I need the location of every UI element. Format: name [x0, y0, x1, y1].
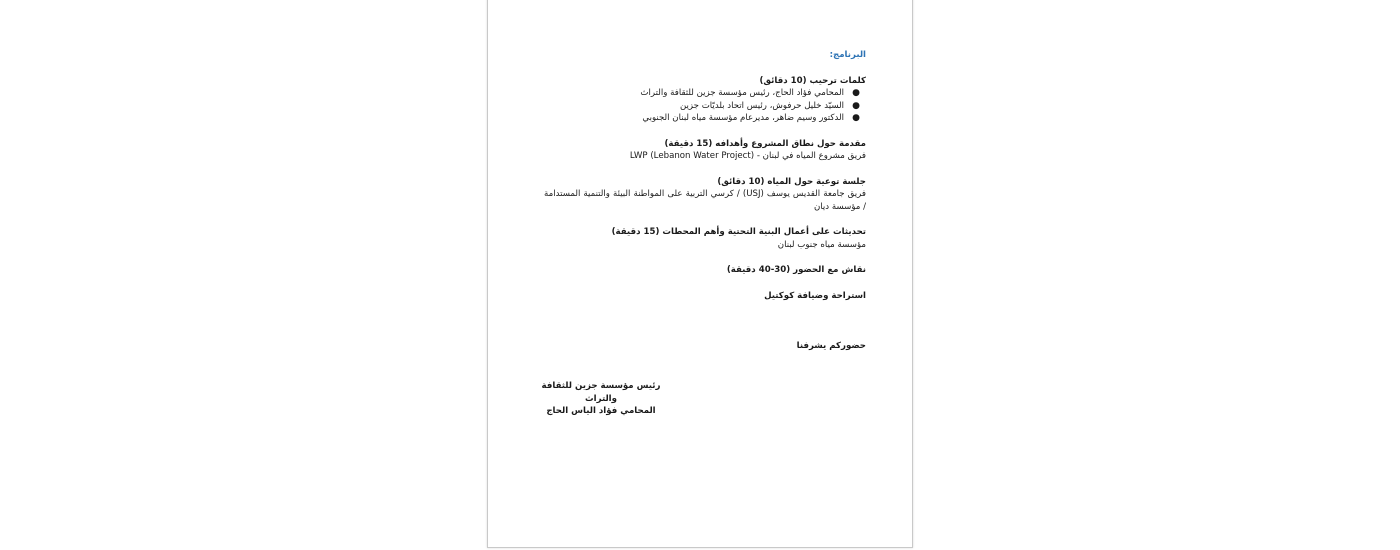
section-text: فريق مشروع المياه في لبنان - LWP (Lebanon Water Project): [629, 151, 866, 161]
bullet-icon: ●: [852, 88, 860, 98]
list-item: [544, 100, 860, 113]
section-title: كلمات ترحيب (10 دقائق): [759, 75, 866, 86]
bullet-icon: ●: [852, 100, 860, 111]
list-item: [544, 87, 860, 100]
closing-text: حضوركم يشرفنا: [796, 341, 866, 351]
section-updates: [544, 226, 866, 251]
section-title: جلسة توعية حول المياه (10 دقائق): [717, 176, 866, 187]
section-title: مقدمة حول نطاق المشروع وأهدافه (15 دقيقة): [664, 138, 866, 149]
document-page: [487, 0, 913, 548]
speaker-text: الدكتور وسيم ضاهر، مديرعام مؤسسة مياه لبنان الجنوبي: [642, 113, 844, 123]
speaker-text: المحامي فؤاد الحاج، رئيس مؤسسة جزين للثقافة والتراث: [640, 88, 844, 98]
section-welcome: [544, 75, 866, 125]
speaker-list: [544, 87, 866, 125]
program-content: [544, 49, 866, 353]
section-text: مؤسسة مياه جنوب لبنان: [777, 239, 866, 250]
section-title: نقاش مع الحضور (30-40 دقيقة): [726, 265, 866, 275]
list-item: [544, 112, 860, 125]
section-intro: [544, 138, 866, 163]
bullet-icon: ●: [852, 113, 860, 123]
section-awareness: [544, 176, 866, 214]
speaker-text: السيّد خليل حرفوش، رئيس اتحاد بلديّات جزين: [680, 100, 844, 111]
section-title: استراحة وضيافة كوكتيل: [764, 290, 866, 301]
signature-block: [540, 380, 662, 418]
signature-name: المحامي فؤاد الياس الحاج: [546, 406, 656, 416]
program-heading: البرنامج:: [829, 50, 866, 60]
section-discussion: [544, 264, 866, 277]
signature-title: رئيس مؤسسة جزين للثقافة والتراث: [541, 381, 661, 404]
section-text: فريق جامعة القديس يوسف (USJ) / كرسي التربية على المواطنة البيئة والتنمية المستدامة / مؤسسة ديان: [544, 189, 866, 212]
section-title: تحديثات على أعمال البنية التحتية وأهم المحطات (15 دقيقة): [611, 227, 866, 237]
section-break: [544, 290, 866, 303]
